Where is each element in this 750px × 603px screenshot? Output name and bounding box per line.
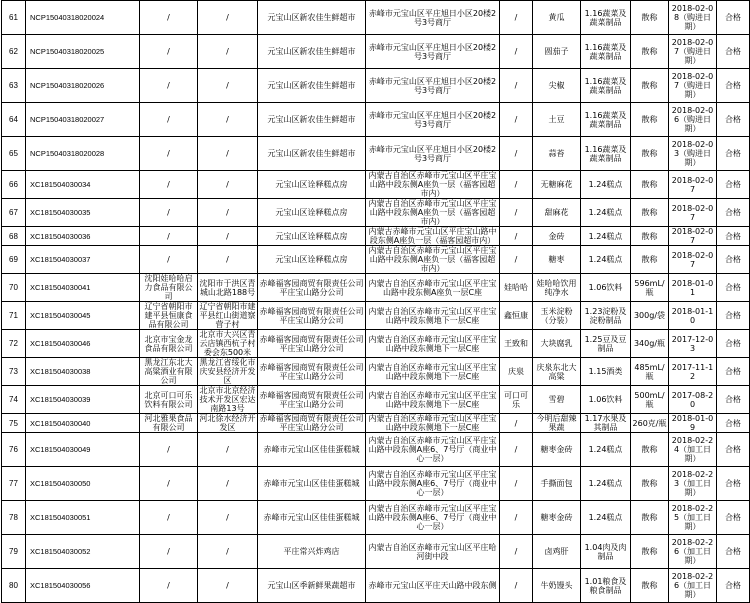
seller-name-cell: 元宝山区季新鲜果蔬超市 bbox=[258, 569, 366, 603]
result-cell: 合格 bbox=[717, 274, 750, 302]
table-row bbox=[2, 103, 750, 137]
production-date-cell: 2018-02-07 bbox=[669, 227, 717, 246]
food-category-cell: 1.16蔬菜及蔬菜制品 bbox=[581, 137, 631, 171]
manufacturer-name-cell: 沈阳娃哈哈启力食品有限公司 bbox=[140, 274, 198, 302]
result-cell: 合格 bbox=[717, 1, 750, 35]
production-date-cell: 2018-02-26（加工日期） bbox=[669, 569, 717, 603]
sample-name-cell: 圆茄子 bbox=[533, 35, 581, 69]
food-category-cell: 1.01粮食及粮食制品 bbox=[581, 569, 631, 603]
food-category-cell: 1.16蔬菜及蔬菜制品 bbox=[581, 103, 631, 137]
manufacturer-name-cell: / bbox=[140, 227, 198, 246]
manufacturer-address-cell: 河北徐水经济开发区 bbox=[199, 414, 256, 432]
production-date-cell: 2018-02-26（加工日期） bbox=[669, 535, 717, 569]
row-number-cell: 69 bbox=[2, 246, 26, 274]
row-number-cell: 74 bbox=[2, 386, 26, 414]
manufacturer-address-cell: / bbox=[198, 137, 258, 171]
table-row bbox=[2, 1, 750, 35]
manufacturer-address-cell: 北京市北京经济技术开发区宏达南路13号 bbox=[199, 386, 256, 413]
food-category-cell: 1.24糕点 bbox=[581, 467, 631, 501]
row-number-cell: 75 bbox=[2, 414, 26, 433]
manufacturer-name-cell: 黑龙江东北大高粱酒业有限公司 bbox=[140, 358, 198, 386]
table-row bbox=[2, 414, 750, 433]
seller-address-cell: 内蒙古自治区赤峰市元宝山区平庄宝山路中段东侧A座6、7号厅（商业中心一层） bbox=[366, 501, 500, 535]
seller-address-cell: 内蒙古自治区赤峰市元宝山区平庄宝山路中段东侧地下一层C座 bbox=[366, 414, 500, 433]
sample-code-cell: XC181504030037 bbox=[26, 246, 140, 274]
sample-code-cell: XC181504030045 bbox=[26, 302, 140, 330]
manufacturer-address-cell: 北京市大兴区青云店镇西杭子村委会东500米 bbox=[199, 330, 256, 357]
production-date-cell: 2018-02-06（购进日期） bbox=[669, 103, 717, 137]
food-category-cell: 1.23淀粉及淀粉制品 bbox=[581, 302, 631, 330]
seller-name-cell: 元宝山区新农佳生鲜超市 bbox=[258, 1, 366, 35]
seller-address-cell: 内蒙古自治区赤峰市元宝山区平庄宝山路中段东侧A座负一层C座 bbox=[366, 274, 500, 302]
sample-name-cell: 糖枣金砖 bbox=[533, 501, 581, 535]
brand-cell: / bbox=[500, 246, 533, 274]
specification-cell: 散称 bbox=[631, 227, 669, 246]
seller-address-cell: 内蒙古自治区赤峰市元宝山区平庄宝山路中段东侧地下一层C座 bbox=[366, 358, 500, 386]
brand-cell: / bbox=[500, 171, 533, 199]
row-number-cell: 79 bbox=[2, 535, 26, 569]
sample-code-cell: XC181504030034 bbox=[26, 171, 140, 199]
food-category-cell: 1.16蔬菜及蔬菜制品 bbox=[581, 35, 631, 69]
result-cell: 合格 bbox=[717, 227, 750, 246]
sample-code-cell: NCP15040318020026 bbox=[26, 69, 140, 103]
row-number-cell: 80 bbox=[2, 569, 26, 603]
production-date-cell: 2018-02-07 bbox=[669, 199, 717, 227]
specification-cell: 散称 bbox=[631, 171, 669, 199]
sample-code-cell: XC181504030051 bbox=[26, 501, 140, 535]
seller-name-cell: 平庄常兴炸鸡店 bbox=[258, 535, 366, 569]
manufacturer-name-cell: / bbox=[140, 35, 198, 69]
seller-address-cell: 内蒙古赤峰市元宝山区平庄宝山路中段东侧A座负一层（福客园超市内） bbox=[366, 227, 500, 246]
table-row bbox=[2, 171, 750, 199]
brand-cell: / bbox=[500, 535, 533, 569]
seller-address-cell: 赤峰市元宝山区平庄天山路中段东侧 bbox=[366, 569, 500, 603]
brand-cell: / bbox=[500, 199, 533, 227]
seller-name-cell: 赤峰市元宝山区佳佳蛋糕城 bbox=[258, 467, 366, 501]
manufacturer-address-cell: / bbox=[198, 171, 258, 199]
result-cell: 合格 bbox=[717, 199, 750, 227]
seller-name-cell: 元宝山区新农佳生鲜超市 bbox=[258, 69, 366, 103]
manufacturer-address-cell: / bbox=[198, 103, 258, 137]
food-category-cell: 1.24糕点 bbox=[581, 433, 631, 467]
sample-code-cell: XC181504030046 bbox=[26, 330, 140, 358]
production-date-cell: 2018-02-03（购进日期） bbox=[669, 137, 717, 171]
row-number-cell: 67 bbox=[2, 199, 26, 227]
sample-code-cell: NCP15040318020027 bbox=[26, 103, 140, 137]
seller-address-cell: 内蒙古自治区赤峰市元宝山区平庄宝山路中段东侧A座6、7号厅（商业中心一层） bbox=[366, 467, 500, 501]
table-row bbox=[2, 358, 750, 386]
manufacturer-address-cell: / bbox=[198, 569, 258, 603]
manufacturer-address-cell: / bbox=[198, 467, 258, 501]
production-date-cell: 2018-02-07（购进日期） bbox=[669, 69, 717, 103]
food-category-cell: 1.25豆及豆制品 bbox=[581, 330, 631, 358]
brand-cell: / bbox=[500, 137, 533, 171]
specification-cell: 散称 bbox=[631, 1, 669, 35]
production-date-cell: 2018-01-09 bbox=[669, 414, 717, 433]
specification-cell: 散称 bbox=[631, 433, 669, 467]
sample-code-cell: NCP15040318020024 bbox=[26, 1, 140, 35]
sample-name-cell: 手撕面包 bbox=[533, 467, 581, 501]
sample-code-cell: XC181504030049 bbox=[26, 433, 140, 467]
specification-cell: 500mL/瓶 bbox=[631, 386, 669, 414]
production-date-cell: 2018-02-25（加工日期） bbox=[669, 501, 717, 535]
seller-name-cell: 赤峰福客园商贸有限责任公司平庄宝山路分公司 bbox=[258, 386, 366, 414]
seller-address-cell: 内蒙古自治区赤峰市元宝山区平庄宝山路中段东侧A座负一层（福客园超市内） bbox=[366, 199, 500, 227]
specification-cell: 散称 bbox=[631, 569, 669, 603]
sample-name-cell: 土豆 bbox=[533, 103, 581, 137]
brand-cell: 可口可乐 bbox=[500, 386, 533, 414]
specification-cell: 散称 bbox=[631, 535, 669, 569]
manufacturer-address-cell: / bbox=[198, 535, 258, 569]
manufacturer-address-cell: 沈阳市于洪区青城山北路188号 bbox=[198, 274, 258, 302]
sample-code-cell: XC181504030052 bbox=[26, 535, 140, 569]
sample-name-cell: 玉米淀粉（分装） bbox=[533, 302, 581, 330]
food-category-cell: 1.17水果及其制品 bbox=[581, 414, 631, 433]
food-category-cell: 1.24糕点 bbox=[581, 227, 631, 246]
result-cell: 合格 bbox=[717, 171, 750, 199]
sample-name-cell: 尖椒 bbox=[533, 69, 581, 103]
seller-name-cell: 赤峰市元宝山区佳佳蛋糕城 bbox=[258, 501, 366, 535]
seller-name-cell: 元宝山区新农佳生鲜超市 bbox=[258, 35, 366, 69]
seller-address-cell: 赤峰市元宝山区平庄旭日小区20楼2号3号商厅 bbox=[366, 35, 500, 69]
brand-cell: / bbox=[500, 69, 533, 103]
table-row bbox=[2, 69, 750, 103]
row-number-cell: 64 bbox=[2, 103, 26, 137]
production-date-cell: 2018-01-10 bbox=[669, 302, 717, 330]
manufacturer-address-cell: 黑龙江省绥化市庆安县经济开发区 bbox=[199, 358, 256, 385]
food-category-cell: 1.24糕点 bbox=[581, 501, 631, 535]
sample-name-cell: 今明后甜辣果蔬 bbox=[533, 414, 581, 433]
table-row bbox=[2, 137, 750, 171]
row-number-cell: 65 bbox=[2, 137, 26, 171]
result-cell: 合格 bbox=[717, 103, 750, 137]
sample-code-cell: XC181504030041 bbox=[26, 274, 140, 302]
brand-cell: / bbox=[500, 501, 533, 535]
table-row bbox=[2, 274, 750, 302]
specification-cell: 散称 bbox=[631, 246, 669, 274]
production-date-cell: 2018-02-07（购进日期） bbox=[669, 35, 717, 69]
row-number-cell: 63 bbox=[2, 69, 26, 103]
result-cell: 合格 bbox=[717, 414, 750, 433]
seller-address-cell: 赤峰市元宝山区平庄旭日小区20楼2号3号商厅 bbox=[366, 103, 500, 137]
food-category-cell: 1.24糕点 bbox=[581, 199, 631, 227]
production-date-cell: 2017-08-20 bbox=[669, 386, 717, 414]
result-cell: 合格 bbox=[717, 69, 750, 103]
seller-name-cell: 赤峰福客园商贸有限责任公司平庄宝山路分公司 bbox=[258, 274, 366, 302]
row-number-cell: 68 bbox=[2, 227, 26, 246]
brand-cell: / bbox=[500, 1, 533, 35]
result-cell: 合格 bbox=[717, 35, 750, 69]
specification-cell: 散称 bbox=[631, 467, 669, 501]
inspection-results-table bbox=[1, 0, 750, 603]
sample-name-cell: 卤鸡肝 bbox=[533, 535, 581, 569]
seller-address-cell: 内蒙古自治区赤峰市元宝山区平庄宝山路中段东侧地下一层C座 bbox=[366, 386, 500, 414]
manufacturer-name-cell: / bbox=[140, 569, 198, 603]
table-row bbox=[2, 569, 750, 603]
sample-name-cell: 牛奶馒头 bbox=[533, 569, 581, 603]
seller-name-cell: 赤峰福客园商贸有限责任公司平庄宝山路分公司 bbox=[258, 302, 366, 330]
manufacturer-name-cell: / bbox=[140, 69, 198, 103]
brand-cell: / bbox=[500, 227, 533, 246]
result-cell: 合格 bbox=[717, 535, 750, 569]
manufacturer-name-cell: 辽宁省朝阳市建平县恒康食品有限公司 bbox=[140, 302, 198, 330]
table-row bbox=[2, 535, 750, 569]
sample-code-cell: XC181504030040 bbox=[26, 414, 140, 433]
manufacturer-address-cell: / bbox=[198, 227, 258, 246]
result-cell: 合格 bbox=[717, 330, 750, 358]
specification-cell: 485mL/瓶 bbox=[631, 358, 669, 386]
sample-code-cell: XC181504030056 bbox=[26, 569, 140, 603]
brand-cell: 鑫恒康 bbox=[500, 302, 533, 330]
food-category-cell: 1.16蔬菜及蔬菜制品 bbox=[581, 1, 631, 35]
seller-address-cell: 赤峰市元宝山区平庄旭日小区20楼2号3号商厅 bbox=[366, 1, 500, 35]
manufacturer-address-cell: / bbox=[198, 69, 258, 103]
result-cell: 合格 bbox=[717, 302, 750, 330]
row-number-cell: 77 bbox=[2, 467, 26, 501]
brand-cell: / bbox=[500, 467, 533, 501]
seller-name-cell: 元宝山区新农佳生鲜超市 bbox=[258, 103, 366, 137]
sample-name-cell: 庆泉东北大高粱 bbox=[533, 358, 581, 386]
seller-address-cell: 内蒙古自治区赤峰市元宝山区平庄哈河街中段 bbox=[366, 535, 500, 569]
sample-name-cell: 甜麻花 bbox=[533, 199, 581, 227]
production-date-cell: 2018-02-23（加工日期） bbox=[669, 467, 717, 501]
table-row bbox=[2, 227, 750, 246]
result-cell: 合格 bbox=[717, 358, 750, 386]
seller-name-cell: 元宝山区诠释糕点房 bbox=[258, 199, 366, 227]
food-category-cell: 1.15酒类 bbox=[581, 358, 631, 386]
manufacturer-name-cell: 北京市宝金龙食品有限公司 bbox=[140, 330, 198, 358]
seller-address-cell: 内蒙古自治区赤峰市元宝山区平庄宝山路中段东侧A座6、7号厅（商业中心一层） bbox=[366, 433, 500, 467]
table-row bbox=[2, 199, 750, 227]
specification-cell: 散称 bbox=[631, 69, 669, 103]
production-date-cell: 2018-01-01 bbox=[669, 274, 717, 302]
row-number-cell: 73 bbox=[2, 358, 26, 386]
production-date-cell: 2018-02-08（购进日期） bbox=[669, 1, 717, 35]
manufacturer-name-cell: / bbox=[140, 535, 198, 569]
sample-code-cell: NCP15040318020028 bbox=[26, 137, 140, 171]
manufacturer-address-cell: / bbox=[198, 246, 258, 274]
specification-cell: 300g/袋 bbox=[631, 302, 669, 330]
seller-name-cell: 赤峰市元宝山区佳佳蛋糕城 bbox=[258, 433, 366, 467]
sample-name-cell: 无糖麻花 bbox=[533, 171, 581, 199]
row-number-cell: 76 bbox=[2, 433, 26, 467]
seller-name-cell: 元宝山区诠释糕点房 bbox=[258, 227, 366, 246]
brand-cell: / bbox=[500, 414, 533, 433]
manufacturer-address-cell: / bbox=[198, 1, 258, 35]
table-row bbox=[2, 246, 750, 274]
manufacturer-name-cell: / bbox=[140, 467, 198, 501]
seller-address-cell: 赤峰市元宝山区平庄旭日小区20楼2号3号商厅 bbox=[366, 69, 500, 103]
table-row bbox=[2, 467, 750, 501]
food-category-cell: 1.24糕点 bbox=[581, 171, 631, 199]
table-row bbox=[2, 302, 750, 330]
table-row bbox=[2, 433, 750, 467]
table-row bbox=[2, 330, 750, 358]
sample-name-cell: 糖枣金砖 bbox=[533, 433, 581, 467]
seller-address-cell: 赤峰市元宝山区平庄旭日小区20楼2号3号商厅 bbox=[366, 137, 500, 171]
sample-name-cell: 雪碧 bbox=[533, 386, 581, 414]
manufacturer-name-cell: / bbox=[140, 246, 198, 274]
manufacturer-address-cell: / bbox=[198, 501, 258, 535]
sample-name-cell: 大块腐乳 bbox=[533, 330, 581, 358]
production-date-cell: 2018-02-07 bbox=[669, 246, 717, 274]
manufacturer-name-cell: / bbox=[140, 171, 198, 199]
table-body bbox=[2, 1, 750, 603]
specification-cell: 散称 bbox=[631, 199, 669, 227]
food-category-cell: 1.06饮料 bbox=[581, 386, 631, 414]
sample-code-cell: XC181504030036 bbox=[26, 227, 140, 246]
row-number-cell: 70 bbox=[2, 274, 26, 302]
brand-cell: / bbox=[500, 35, 533, 69]
sample-name-cell: 蒜苔 bbox=[533, 137, 581, 171]
row-number-cell: 66 bbox=[2, 171, 26, 199]
manufacturer-address-cell: 辽宁省朝阳市建平县红山街道察营子村 bbox=[199, 302, 256, 329]
specification-cell: 260克/瓶 bbox=[631, 414, 669, 433]
manufacturer-name-cell: / bbox=[140, 137, 198, 171]
result-cell: 合格 bbox=[717, 137, 750, 171]
row-number-cell: 71 bbox=[2, 302, 26, 330]
result-cell: 合格 bbox=[717, 501, 750, 535]
row-number-cell: 72 bbox=[2, 330, 26, 358]
specification-cell: 散称 bbox=[631, 35, 669, 69]
seller-name-cell: 赤峰福客园商贸有限责任公司平庄宝山路分公司 bbox=[259, 414, 364, 432]
manufacturer-name-cell: / bbox=[140, 199, 198, 227]
table-row bbox=[2, 35, 750, 69]
manufacturer-name-cell: 河北雅果食品有限公司 bbox=[140, 414, 198, 433]
brand-cell: 庆泉 bbox=[500, 358, 533, 386]
result-cell: 合格 bbox=[717, 246, 750, 274]
sample-name-cell: 娃哈哈饮用纯净水 bbox=[533, 274, 581, 302]
specification-cell: 散称 bbox=[631, 103, 669, 137]
food-category-cell: 1.16蔬菜及蔬菜制品 bbox=[581, 69, 631, 103]
production-date-cell: 2017-12-03 bbox=[669, 330, 717, 358]
table-row bbox=[2, 386, 750, 414]
sample-name-cell: 黄瓜 bbox=[533, 1, 581, 35]
specification-cell: 340g/瓶 bbox=[631, 330, 669, 358]
row-number-cell: 61 bbox=[2, 1, 26, 35]
manufacturer-name-cell: / bbox=[140, 501, 198, 535]
sample-name-cell: 金砖 bbox=[533, 227, 581, 246]
seller-name-cell: 元宝山区新农佳生鲜超市 bbox=[258, 137, 366, 171]
manufacturer-name-cell: / bbox=[140, 103, 198, 137]
seller-name-cell: 元宝山区诠释糕点房 bbox=[258, 171, 366, 199]
production-date-cell: 2018-02-24（加工日期） bbox=[669, 433, 717, 467]
row-number-cell: 78 bbox=[2, 501, 26, 535]
seller-name-cell: 赤峰福客园商贸有限责任公司平庄宝山路分公司 bbox=[258, 330, 366, 358]
seller-address-cell: 内蒙古自治区赤峰市元宝山区平庄宝山路中段东侧A座负一层（福客园超市内） bbox=[366, 171, 500, 199]
seller-name-cell: 元宝山区诠释糕点房 bbox=[258, 246, 366, 274]
specification-cell: 散称 bbox=[631, 501, 669, 535]
production-date-cell: 2017-11-12 bbox=[669, 358, 717, 386]
manufacturer-name-cell: / bbox=[140, 433, 198, 467]
brand-cell: 王致和 bbox=[500, 330, 533, 358]
seller-address-cell: 内蒙古自治区赤峰市元宝山区平庄宝山路中段东侧地下一层C座 bbox=[366, 302, 500, 330]
sample-code-cell: XC181504030039 bbox=[26, 386, 140, 414]
row-number-cell: 62 bbox=[2, 35, 26, 69]
manufacturer-address-cell: / bbox=[198, 35, 258, 69]
brand-cell: / bbox=[500, 103, 533, 137]
brand-cell: 娃哈哈 bbox=[500, 274, 533, 302]
manufacturer-name-cell: 北京可口可乐饮料有限公司 bbox=[140, 386, 198, 414]
sample-code-cell: XC181504030035 bbox=[26, 199, 140, 227]
result-cell: 合格 bbox=[717, 433, 750, 467]
brand-cell: / bbox=[500, 569, 533, 603]
food-category-cell: 1.06饮料 bbox=[581, 274, 631, 302]
specification-cell: 596mL/瓶 bbox=[631, 274, 669, 302]
seller-address-cell: 内蒙古自治区赤峰市元宝山区平庄宝山路中段东侧地下一层C座 bbox=[366, 330, 500, 358]
seller-name-cell: 赤峰福客园商贸有限责任公司平庄宝山路分公司 bbox=[258, 358, 366, 386]
sample-code-cell: NCP15040318020025 bbox=[26, 35, 140, 69]
manufacturer-name-cell: / bbox=[140, 1, 198, 35]
production-date-cell: 2018-02-07 bbox=[669, 171, 717, 199]
sample-name-cell: 糖枣 bbox=[533, 246, 581, 274]
result-cell: 合格 bbox=[717, 386, 750, 414]
result-cell: 合格 bbox=[717, 467, 750, 501]
brand-cell: / bbox=[500, 433, 533, 467]
seller-address-cell: 内蒙古自治区赤峰市元宝山区平庄宝山路中段东侧A座负一层（福客园超市内） bbox=[366, 246, 500, 274]
sample-code-cell: XC181504030038 bbox=[26, 358, 140, 386]
specification-cell: 散称 bbox=[631, 137, 669, 171]
manufacturer-address-cell: / bbox=[198, 433, 258, 467]
food-category-cell: 1.04肉及肉制品 bbox=[581, 535, 631, 569]
sample-code-cell: XC181504030050 bbox=[26, 467, 140, 501]
manufacturer-address-cell: / bbox=[198, 199, 258, 227]
food-category-cell: 1.24糕点 bbox=[581, 246, 631, 274]
result-cell: 合格 bbox=[717, 569, 750, 603]
table-row bbox=[2, 501, 750, 535]
